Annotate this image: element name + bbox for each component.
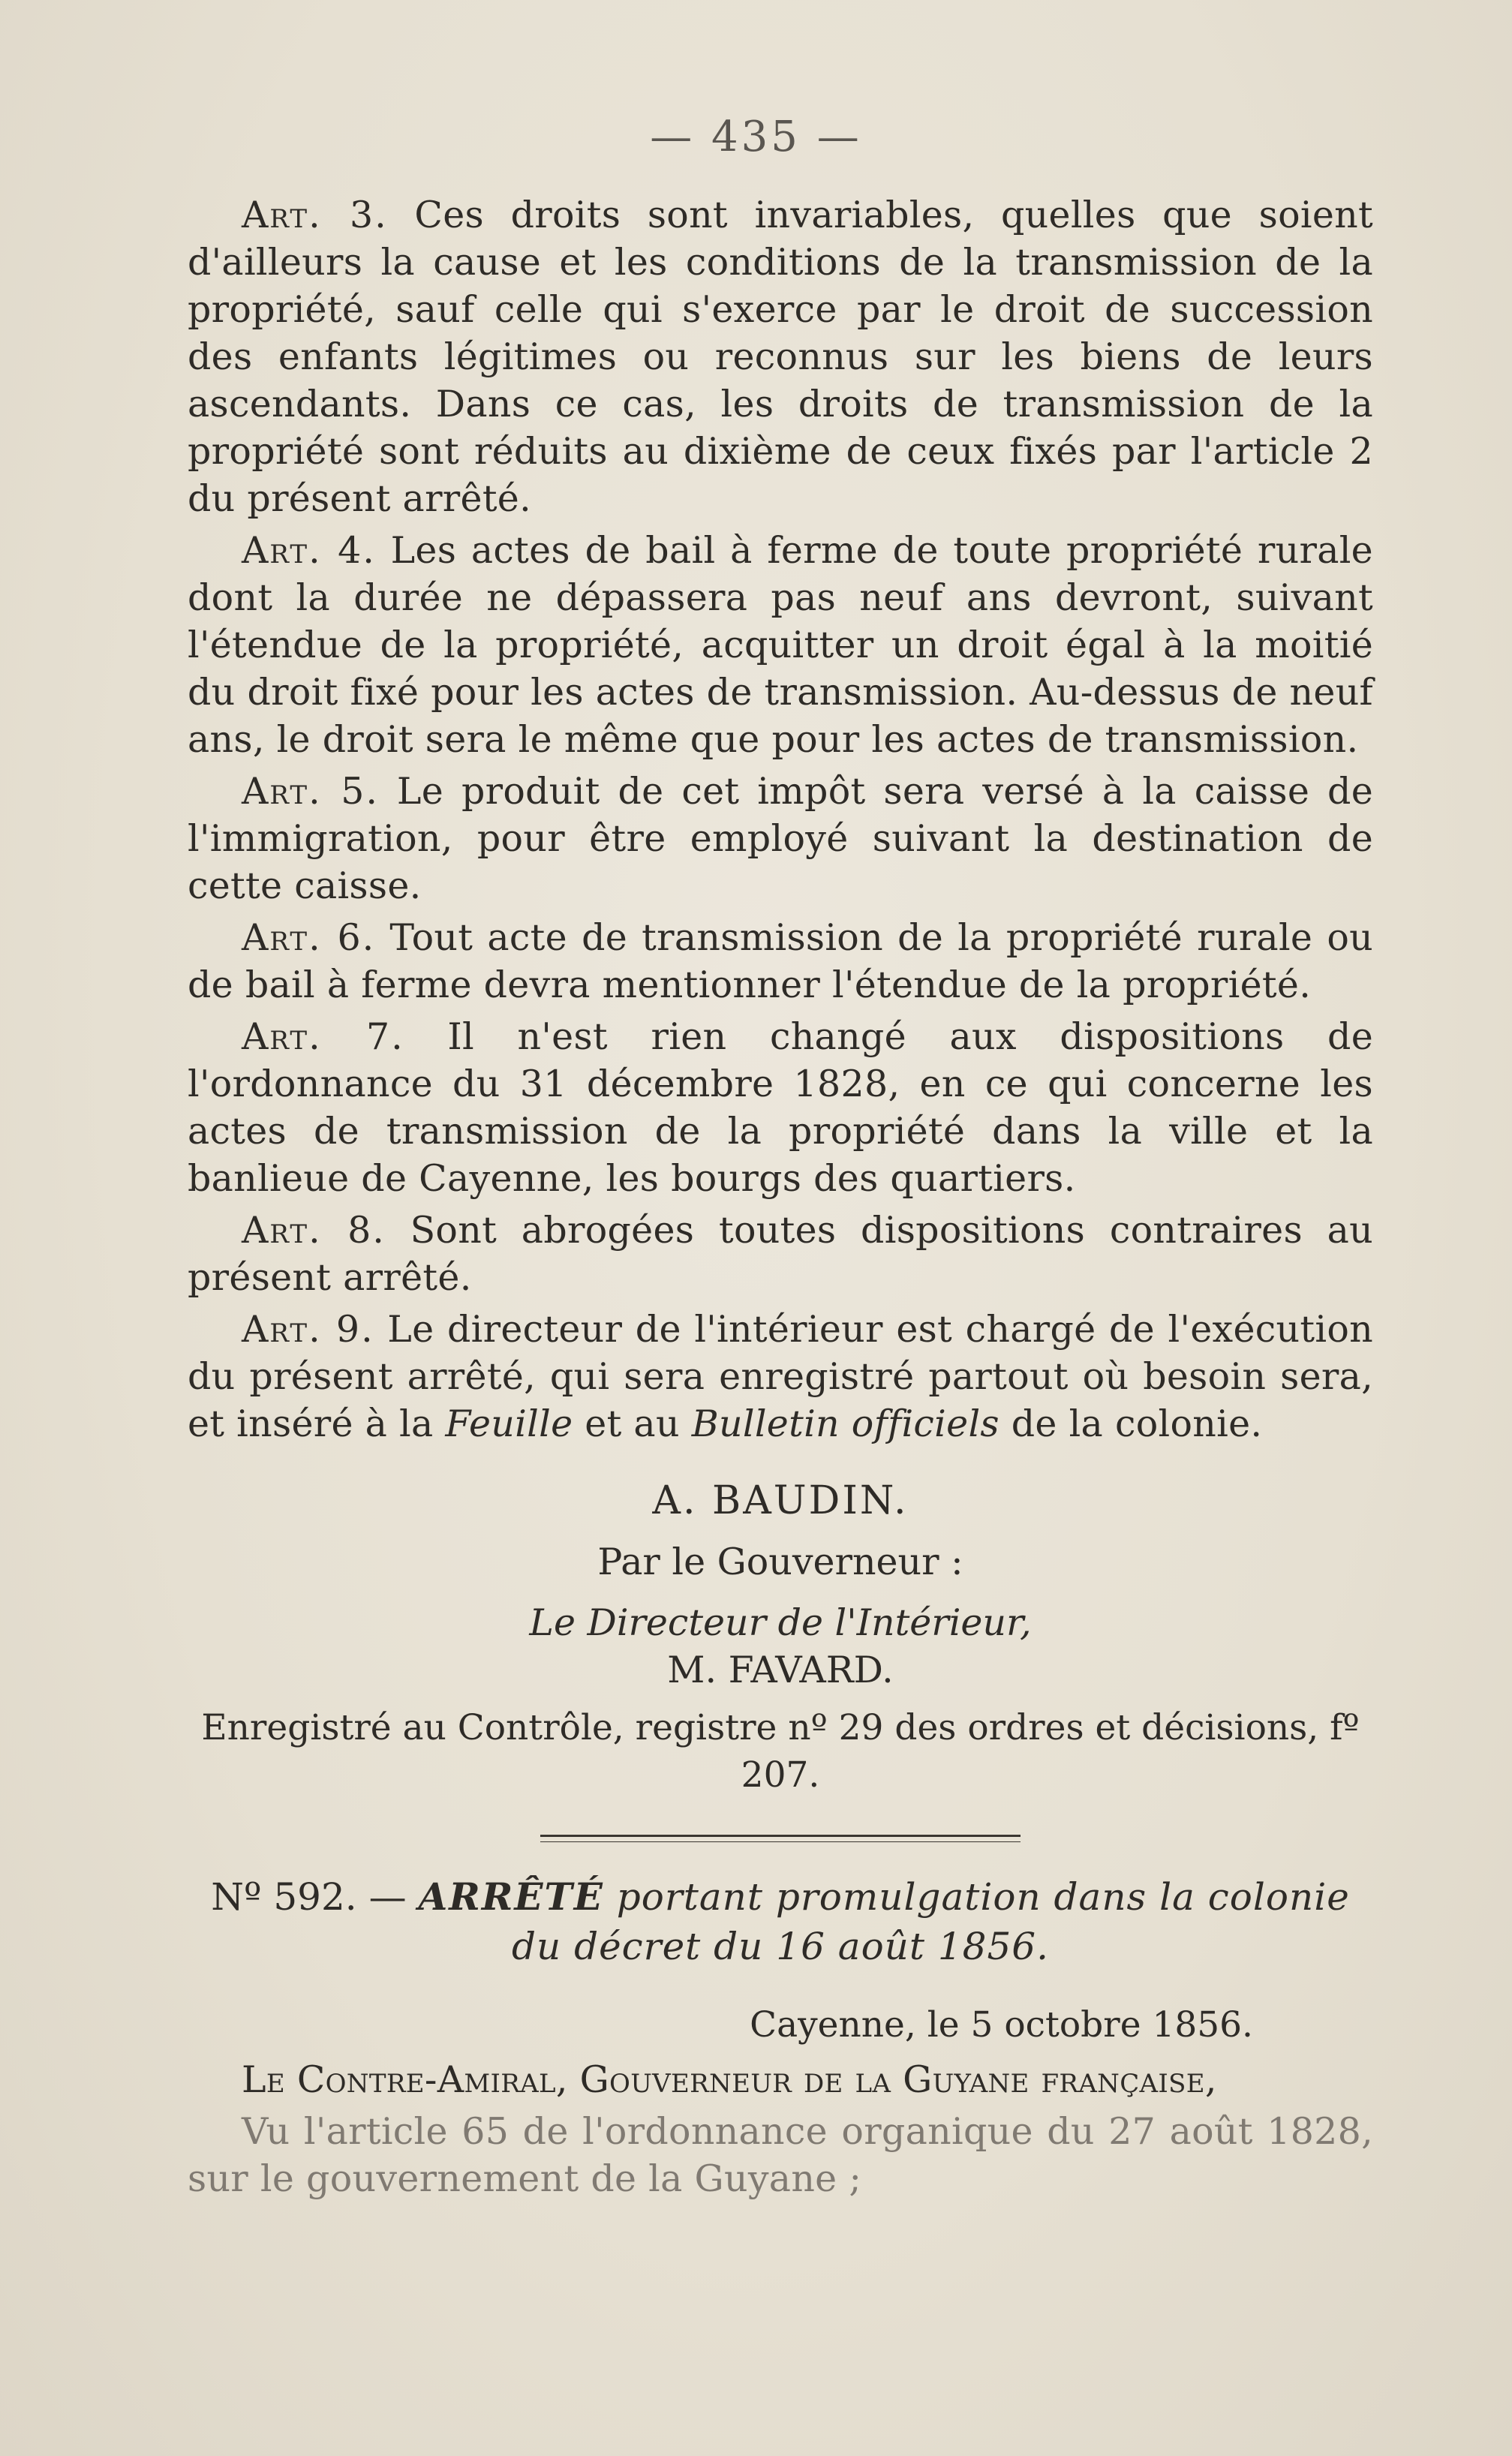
article-paragraph xyxy=(188,1013,1373,1202)
date-line: Cayenne, le 5 octobre 1856. xyxy=(750,2004,1253,2046)
signatory-title: Le Directeur de l'Intérieur, xyxy=(529,1601,1032,1644)
article-paragraph xyxy=(188,1306,1373,1447)
article-label: Art. 6. xyxy=(242,916,376,959)
bulletin-title: Bulletin officiels xyxy=(691,1402,999,1445)
article-text: et au xyxy=(573,1402,692,1445)
registration-note: Enregistré au Contrôle, registre nº 29 des ordres et décisions, fº 207. xyxy=(201,1707,1360,1796)
article-text: Les actes de bail à ferme de toute propriété rurale dont la durée ne dépassera pas neuf ans devront, suivant l'étendue de la propriété, acquitter un droit égal à la moitié du droit fixé pour les actes de transmission. Au-dessus de neuf ans, le droit sera le même que pour les actes de transmission. xyxy=(188,529,1373,761)
decree-title-bold: ARRÊTÉ xyxy=(418,1874,604,1919)
decree-heading xyxy=(188,1872,1373,1971)
page-number: — 435 — xyxy=(650,113,862,161)
article-label: Art. 4. xyxy=(242,529,376,572)
decree-intro: Le Contre-Amiral, Gouverneur de la Guyane française, xyxy=(242,2058,1217,2101)
article-paragraph xyxy=(188,914,1373,1009)
article-paragraph xyxy=(188,191,1373,522)
article-paragraph xyxy=(188,527,1373,763)
article-text: Le produit de cet impôt sera versé à la caisse de l'immigration, pour être employé suivant la destination de cette caisse. xyxy=(188,770,1373,907)
article-label: Art. 9. xyxy=(242,1308,374,1351)
article-label: Art. 5. xyxy=(242,770,379,813)
feuille-title: Feuille xyxy=(445,1402,573,1445)
article-text: Il n'est rien changé aux dispositions de l'ordonnance du 31 décembre 1828, en ce qui concerne les actes de transmission de la propriété dans la ville et la banlieue de Cayenne, les bourgs des quartiers. xyxy=(188,1015,1373,1200)
decree-title-line2: du décret du 16 août 1856. xyxy=(511,1925,1050,1968)
article-text: de la colonie. xyxy=(999,1402,1263,1445)
article-paragraph xyxy=(188,1207,1373,1301)
article-paragraph xyxy=(188,768,1373,909)
signatory-par: Par le Gouverneur : xyxy=(597,1541,963,1583)
article-label: Art. 8. xyxy=(242,1209,386,1252)
section-divider xyxy=(540,1835,1021,1842)
signatory-name: A. BAUDIN. xyxy=(652,1478,909,1523)
director-name: M. FAVARD. xyxy=(667,1649,894,1691)
article-text: Ces droits sont invariables, quelles que soient d'ailleurs la cause et les conditions de la transmission de la propriété, sauf celle qui s'exerce par le droit de succession des enfants légitimes ou reconnus sur les biens de leurs ascendants. Dans ce cas, les droits de transmission de la propriété sont réduits au dixième de ceux fixés par l'article 2 du présent arrêté. xyxy=(188,194,1373,520)
article-text: Le directeur de l'intérieur est chargé de l'exécution du présent arrêté, qui sera enregistré partout où besoin sera, et inséré à la xyxy=(188,1308,1374,1445)
decree-number: Nº 592. — xyxy=(211,1875,407,1919)
article-text: Sont abrogées toutes dispositions contraires au présent arrêté. xyxy=(188,1209,1373,1299)
page-body xyxy=(188,191,1373,2207)
article-text: Tout acte de transmission de la propriété rurale ou de bail à ferme devra mentionner l'étendue de la propriété. xyxy=(188,916,1374,1006)
article-label: Art. 7. xyxy=(242,1015,404,1058)
decree-vu: Vu l'article 65 de l'ordonnance organique du 27 août 1828, sur le gouvernement de la Guyane ; xyxy=(188,2110,1373,2200)
article-label: Art. 3. xyxy=(242,194,388,236)
decree-title: portant promulgation dans la colonie xyxy=(603,1875,1350,1919)
